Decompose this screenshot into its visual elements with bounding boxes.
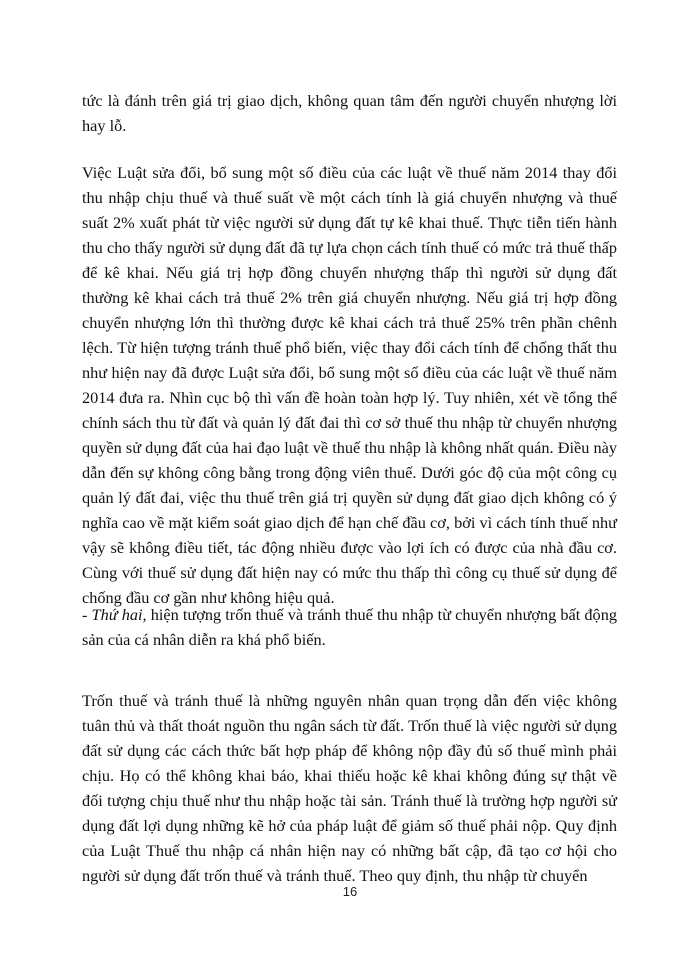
paragraph-second-point <box>82 602 617 652</box>
paragraph-tax-law-amendment: Việc Luật sửa đổi, bổ sung một số điều của các luật về thuế năm 2014 thay đổi thu nhập chịu thuế và thuế suất về một cách tính là giá chuyển nhượng và thuế suất 2% xuất phát từ việc người sử dụng đất tự kê khai thuế. Thực tiễn tiến hành thu cho thấy người sử dụng đất đã tự lựa chọn cách tính thuế có mức trả thuế thấp để kê khai. Nếu giá trị hợp đồng chuyển nhượng thấp thì người sử dụng đất thường kê khai cách trả thuế 2% trên giá chuyển nhượng. Nếu giá trị hợp đồng chuyển nhượng lớn thì thường được kê khai cách trả thuế 25% trên phần chênh lệch. Từ hiện tượng tránh thuế phổ biến, việc thay đổi cách tính để chống thất thu như hiện nay đã được Luật sửa đổi, bổ sung một số điều của các luật về thuế năm 2014 đưa ra. Nhìn cục bộ thì vấn đề hoàn toàn hợp lý. Tuy nhiên, xét về tổng thể chính sách thu từ đất và quản lý đất đai thì cơ sở thuế thu nhập từ chuyển nhượng quyền sử dụng đất của hai đạo luật về thuế thu nhập là không nhất quán. Điều này dẫn đến sự không công bằng trong động viên thuế. Dưới góc độ của một công cụ quản lý đất đai, việc thu thuế trên giá trị quyền sử dụng đất giao dịch không có ý nghĩa cao về mặt kiểm soát giao dịch để hạn chế đầu cơ, bởi vì cách tính thuế như vậy sẽ không điều tiết, tác động nhiều được vào lợi ích có được của nhà đầu cơ. Cùng với thuế sử dụng đất hiện nay có mức thu thấp thì công cụ thuế sử dụng để chống đầu cơ gần như không hiệu quả. <box>82 163 617 607</box>
paragraph-continuation: tức là đánh trên giá trị giao dịch, không quan tâm đến người chuyển nhượng lời hay lỗ. <box>82 91 617 135</box>
point-label: Thứ hai, <box>91 605 147 624</box>
point-prefix: - <box>82 605 92 624</box>
paragraph-tax-evasion: Trốn thuế và tránh thuế là những nguyên nhân quan trọng dẫn đến việc không tuân thủ và thất thoát nguồn thu ngân sách từ đất. Trốn thuế là việc người sử dụng đất sử dụng các cách thức bất hợp pháp để không nộp đầy đủ số thuế mình phải chịu. Họ có thể không khai báo, khai thiếu hoặc kê khai không đúng sự thật về đối tượng chịu thuế như thu nhập hoặc tài sản. Tránh thuế là trường hợp người sử dụng đất lợi dụng những kẽ hở của pháp luật để giảm số thuế phải nộp. Quy định của Luật Thuế thu nhập cá nhân hiện nay có những bất cập, đã tạo cơ hội cho người sử dụng đất trốn thuế và tránh thuế. Theo quy định, thu nhập từ chuyển <box>82 691 617 885</box>
point-text: hiện tượng trốn thuế và tránh thuế thu nhập từ chuyển nhượng bất động sản của cá nhân diễn ra khá phổ biến. <box>82 605 617 649</box>
page-number: 16 <box>342 884 358 899</box>
